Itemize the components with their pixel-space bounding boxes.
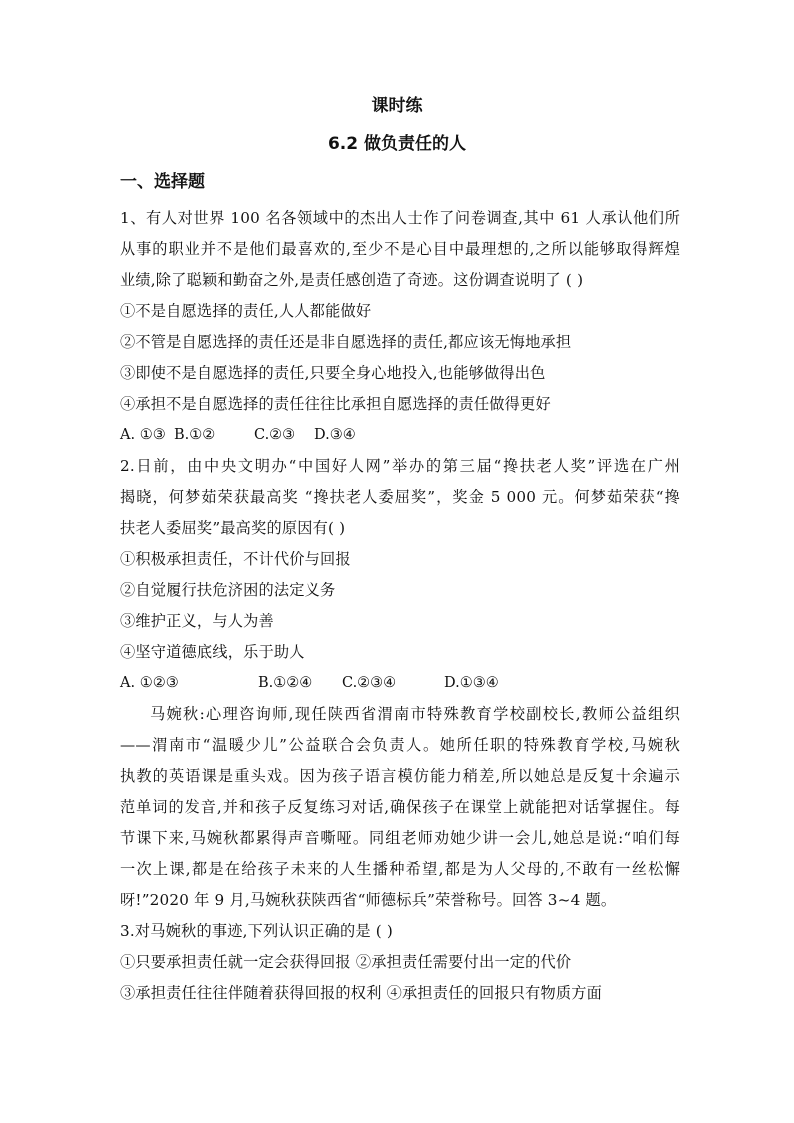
passage-line-4: 范单词的发音,并和孩子反复练习对话,确保孩子在课堂上就能把对话掌握住。每	[120, 798, 680, 816]
section-heading: 一、选择题	[120, 172, 205, 192]
q1-item-1: ①不是自愿选择的责任,人人都能做好	[120, 302, 372, 320]
lesson-subtitle: 6.2 做负责任的人	[327, 134, 467, 154]
q1-stem-line-3: 业绩,除了聪颖和勤奋之外,是责任感创造了奇迹。这份调查说明了 ( )	[120, 271, 584, 289]
q3-items-row-1: ①只要承担责任就一定会获得回报 ②承担责任需要付出一定的代价	[120, 953, 572, 971]
passage-line-3: 执教的英语课是重头戏。因为孩子语言模仿能力稍差,所以她总是反复十余遍示	[120, 767, 680, 785]
q2-option-c: C.②③④	[342, 675, 397, 691]
page-title: 课时练	[371, 96, 423, 116]
q1-option-d: D.③④	[314, 427, 356, 443]
q2-stem-line-2: 揭晓，何梦茹荣获最高奖 “搀扶老人委屈奖”，奖金 5 000 元。何梦茹荣获“搀	[120, 488, 680, 506]
q1-stem-line-2: 从事的职业并不是他们最喜欢的,至少不是心目中最理想的,之所以能够取得辉煌	[120, 240, 680, 258]
passage-line-6: 一次上课,都是在给孩子未来的人生播种希望,都是为人父母的,不敢有一丝松懈	[120, 860, 680, 878]
q1-option-c: C.②③	[254, 427, 296, 443]
q2-item-4: ④坚守道德底线，乐于助人	[120, 643, 305, 661]
q2-item-1: ①积极承担责任，不计代价与回报	[120, 550, 351, 568]
q1-option-a: A. ①③	[120, 427, 166, 443]
passage-line-5: 节课下来,马婉秋都累得声音嘶哑。同组老师劝她少讲一会儿,她总是说:“咱们每	[120, 829, 680, 847]
q1-item-3: ③即使不是自愿选择的责任,只要全身心地投入,也能够做得出色	[120, 364, 546, 382]
q3-items-row-2: ③承担责任往往伴随着获得回报的权利 ④承担责任的回报只有物质方面	[120, 984, 603, 1002]
q2-option-a: A. ①②③	[120, 675, 179, 691]
passage-line-7: 呀!”2020 年 9 月,马婉秋获陕西省“师德标兵”荣誉称号。回答 3~4 题。	[120, 891, 617, 909]
q1-item-4: ④承担不是自愿选择的责任往往比承担自愿选择的责任做得更好	[120, 395, 551, 413]
passage-line-2: ——渭南市“温暖少儿”公益联合会负责人。她所任职的特殊教育学校,马婉秋	[120, 736, 680, 754]
q3-stem: 3.对马婉秋的事迹,下列认识正确的是 ( )	[120, 922, 394, 940]
q1-option-b: B.①②	[174, 427, 216, 443]
q1-stem-line-1: 1、有人对世界 100 名各领域中的杰出人士作了问卷调查,其中 61 人承认他们所	[120, 209, 680, 227]
q2-option-b: B.①②④	[258, 675, 313, 691]
q2-item-3: ③维护正义，与人为善	[120, 612, 274, 630]
q2-option-d: D.①③④	[444, 675, 499, 691]
passage-line-1: 马婉秋:心理咨询师,现任陕西省渭南市特殊教育学校副校长,教师公益组织	[150, 705, 680, 723]
q1-item-2: ②不管是自愿选择的责任还是非自愿选择的责任,都应该无悔地承担	[120, 333, 572, 351]
q2-stem-line-3: 扶老人委屈奖”最高奖的原因有( )	[120, 519, 346, 537]
q2-item-2: ②自觉履行扶危济困的法定义务	[120, 581, 336, 599]
q2-stem-line-1: 2.日前，由中央文明办“中国好人网”举办的第三届“搀扶老人奖”评选在广州	[120, 457, 680, 475]
